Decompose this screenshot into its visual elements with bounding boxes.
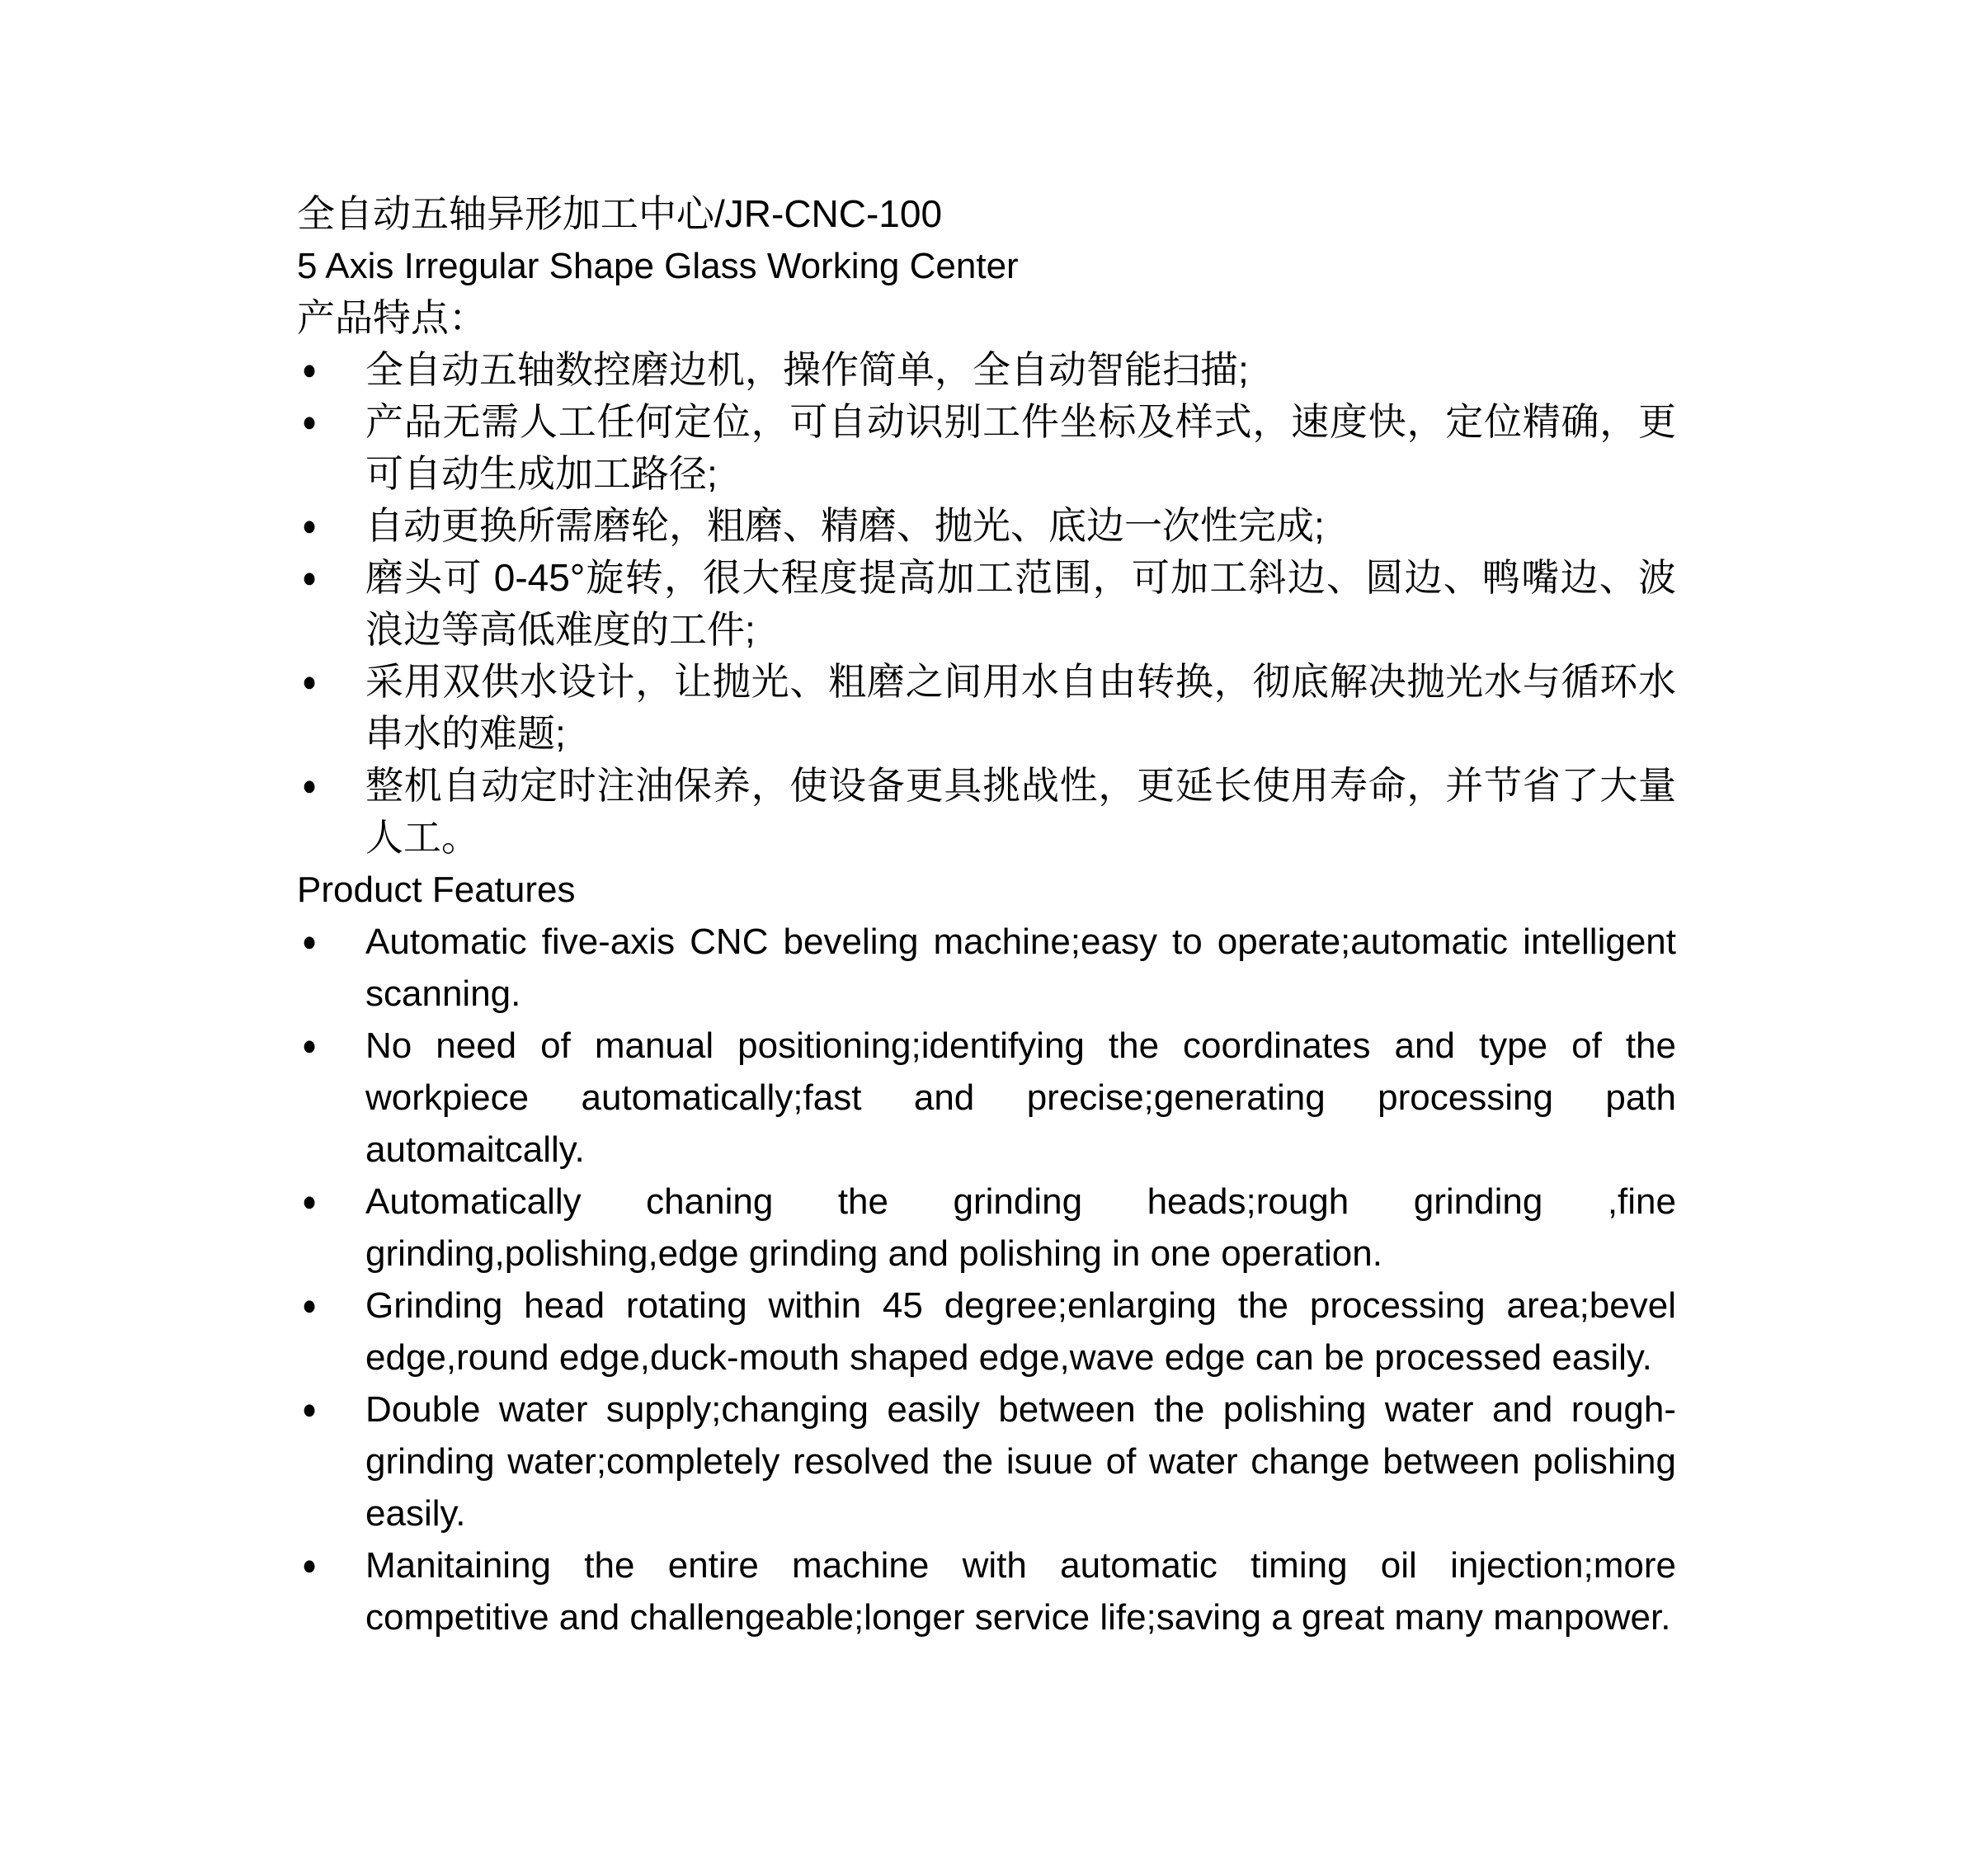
page-content: [297, 188, 1676, 1643]
feature-text: 自动更换所需磨轮，粗磨、精磨、抛光、底边一次性完成;: [365, 504, 1325, 547]
bullet-icon: ●: [302, 666, 318, 698]
feature-item: [297, 1176, 1676, 1280]
features-list-english: [297, 916, 1676, 1643]
feature-text: 产品无需人工任何定位，可自动识别工件坐标及样式，速度快，定位精确，更可自动生成加工路径;: [365, 400, 1676, 495]
bullet-icon: ●: [302, 770, 318, 802]
feature-text: 磨头可 0-45°旋转，很大程度提高加工范围，可加工斜边、圆边、鸭嘴边、波浪边等高低难度的工件;: [365, 556, 1676, 651]
feature-item: [297, 552, 1676, 656]
feature-text: Grinding head rotating within 45 degree;enlarging the processing area;bevel edge,round edge,duck-mouth shaped edge,wave edge can be processed easily.: [365, 1285, 1676, 1378]
feature-item: [297, 500, 1676, 552]
bullet-icon: ●: [302, 510, 318, 542]
feature-text: No need of manual positioning;identifying the coordinates and type of the workpiece automatically;fast and precise;generating processing path automaitcally.: [365, 1025, 1676, 1170]
feature-item: [297, 656, 1676, 760]
bullet-icon: ●: [302, 1030, 318, 1062]
document-title-english: 5 Axis Irregular Shape Glass Working Center: [297, 246, 1019, 286]
features-list-chinese: [297, 344, 1676, 864]
feature-item: [297, 916, 1676, 1020]
feature-text: 全自动五轴数控磨边机，操作简单，全自动智能扫描;: [365, 348, 1249, 391]
feature-item: [297, 760, 1676, 864]
features-heading-chinese: 产品特点：: [297, 296, 487, 339]
features-heading-english: Product Features: [297, 870, 576, 910]
bullet-icon: ●: [302, 926, 318, 958]
feature-item: [297, 1280, 1676, 1383]
bullet-icon: ●: [302, 354, 318, 386]
feature-text: Automatic five-axis CNC beveling machine;easy to operate;automatic intelligent scanning.: [365, 922, 1676, 1014]
feature-item: [297, 1539, 1676, 1643]
bullet-icon: ●: [302, 406, 318, 438]
feature-text: Double water supply;changing easily between the polishing water and rough-grinding water;completely resolved the isuue of water change between polishing easily.: [365, 1389, 1676, 1534]
feature-item: [297, 396, 1676, 500]
bullet-icon: ●: [302, 1185, 318, 1218]
feature-item: [297, 344, 1676, 396]
bullet-icon: ●: [302, 1549, 318, 1581]
bullet-icon: ●: [302, 1289, 318, 1322]
feature-item: [297, 1020, 1676, 1176]
feature-text: 采用双供水设计，让抛光、粗磨之间用水自由转换，彻底解决抛光水与循环水串水的难题;: [365, 660, 1676, 755]
feature-text: Manitaining the entire machine with automatic timing oil injection;more competitive and challengeable;longer service life;saving a great many manpower.: [365, 1545, 1676, 1638]
feature-text: Automatically chaning the grinding heads;rough grinding ,fine grinding,polishing,edge grinding and polishing in one operation.: [365, 1181, 1676, 1274]
bullet-icon: ●: [302, 1393, 318, 1426]
feature-item: [297, 1383, 1676, 1539]
document-title-chinese: 全自动五轴异形加工中心/JR-CNC-100: [297, 192, 943, 235]
bullet-icon: ●: [302, 562, 318, 594]
feature-text: 整机自动定时注油保养，使设备更具挑战性，更延长使用寿命，并节省了大量人工。: [365, 764, 1676, 859]
